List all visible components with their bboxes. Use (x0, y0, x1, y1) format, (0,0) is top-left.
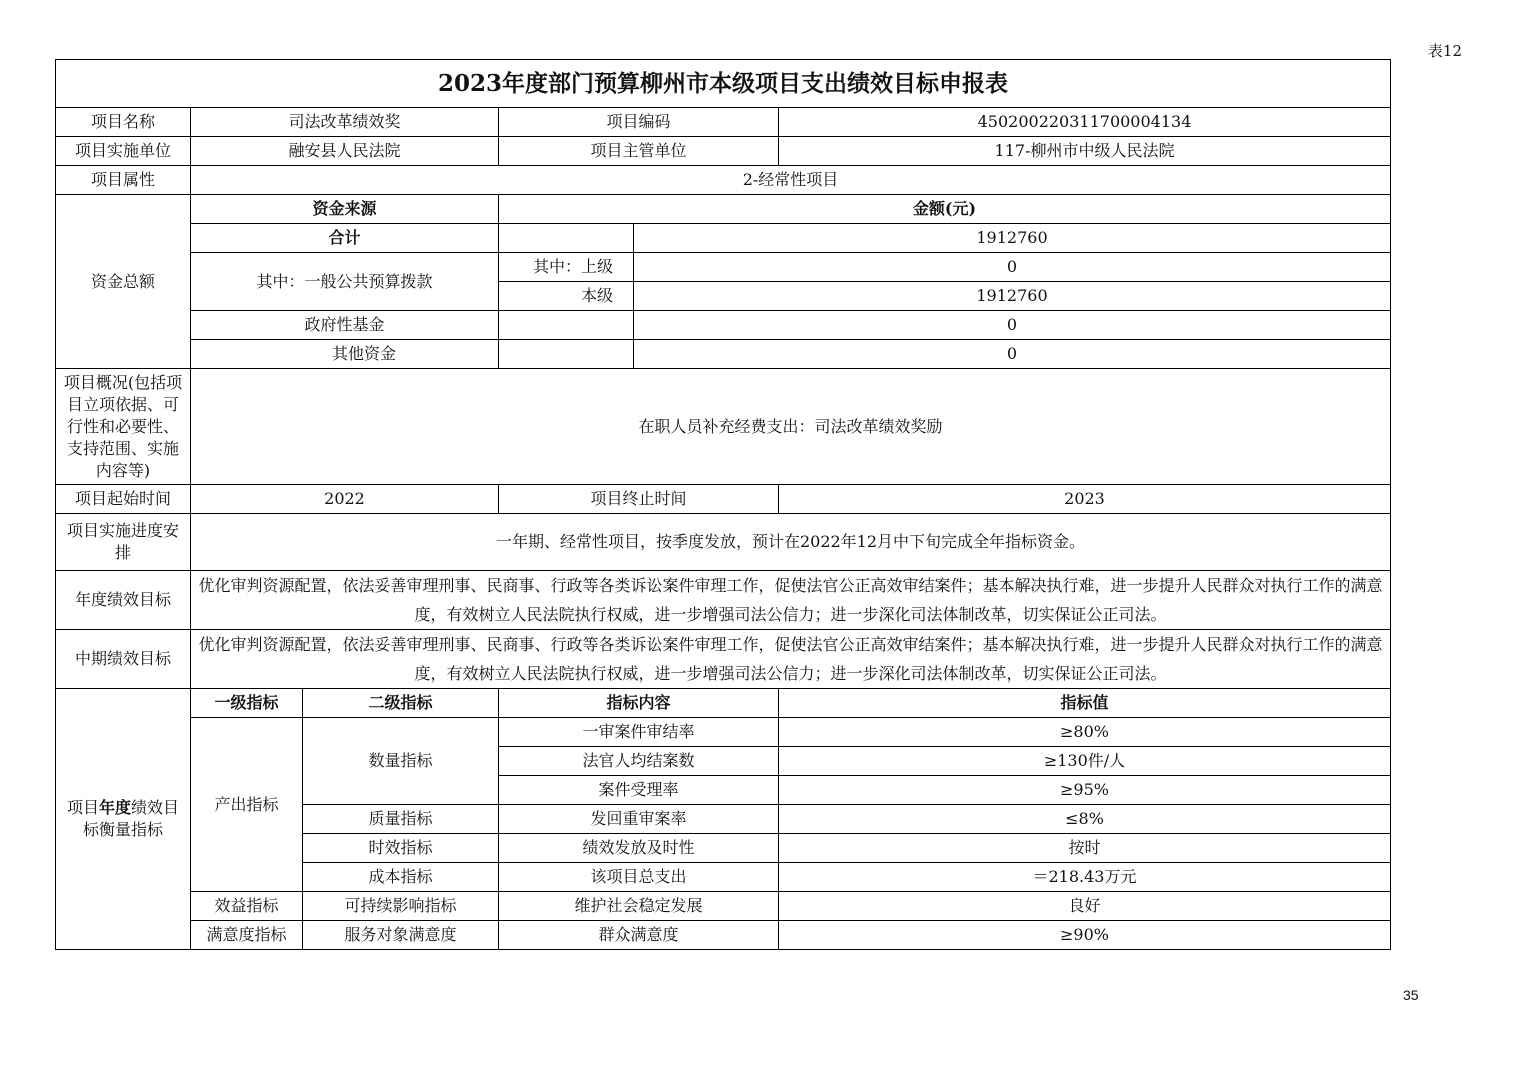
overview-text: 在职人员补充经费支出：司法改革绩效奖励 (191, 369, 1391, 485)
sustain-indicator-label: 可持续影响指标 (303, 892, 499, 921)
indicator-value: 良好 (779, 892, 1391, 921)
indicator-value: ≥130件/人 (779, 747, 1391, 776)
amount-header: 金额(元) (499, 195, 1391, 224)
other-fund-value: 0 (634, 340, 1391, 369)
impl-unit-label: 项目实施单位 (56, 137, 191, 166)
indicator-value: ＝218.43万元 (779, 863, 1391, 892)
start-time-value: 2022 (191, 485, 499, 514)
indicator-value: ≤8% (779, 805, 1391, 834)
upper-label: 其中：上级 (499, 253, 634, 282)
funds-label: 资金总额 (56, 195, 191, 369)
indicators-label-bold: 年度 (98, 798, 131, 817)
form-number-tag: 表12 (1427, 42, 1462, 60)
indicators-label-post: 绩效目标衡量指标 (82, 798, 180, 839)
satisfaction-indicator-label: 满意度指标 (191, 921, 303, 950)
form-title: 2023年度部门预算柳州市本级项目支出绩效目标申报表 (56, 60, 1391, 108)
project-code-label: 项目编码 (499, 108, 779, 137)
indicators-label-pre: 项目 (66, 798, 99, 817)
level2-header: 二级指标 (303, 689, 499, 718)
mgr-unit-label: 项目主管单位 (499, 137, 779, 166)
quantity-indicator-label: 数量指标 (303, 718, 499, 805)
indicator-content: 发回重审案率 (499, 805, 779, 834)
indicator-content: 群众满意度 (499, 921, 779, 950)
local-value: 1912760 (634, 282, 1391, 311)
quality-indicator-label: 质量指标 (303, 805, 499, 834)
indicator-content: 维护社会稳定发展 (499, 892, 779, 921)
schedule-text: 一年期、经常性项目，按季度发放，预计在2022年12月中下旬完成全年指标资金。 (191, 514, 1391, 571)
indicator-value: ≥95% (779, 776, 1391, 805)
gov-fund-label: 政府性基金 (191, 311, 499, 340)
value-header: 指标值 (779, 689, 1391, 718)
end-time-label: 项目终止时间 (499, 485, 779, 514)
mid-goal-text: 优化审判资源配置，依法妥善审理刑事、民商事、行政等各类诉讼案件审理工作，促使法官公正高效审结案件；基本解决执行难，进一步提升人民群众对执行工作的满意度，有效树立人民法院执行权威，进一步增强司法公信力；进一步深化司法体制改革，切实保证公正司法。 (191, 630, 1391, 689)
other-fund-label: 其他资金 (191, 340, 499, 369)
level1-header: 一级指标 (191, 689, 303, 718)
schedule-label: 项目实施进度安排 (56, 514, 191, 571)
total-value: 1912760 (634, 224, 1391, 253)
source-header: 资金来源 (191, 195, 499, 224)
project-code-value: 450200220311700004134 (779, 108, 1391, 137)
start-time-label: 项目起始时间 (56, 485, 191, 514)
project-name-label: 项目名称 (56, 108, 191, 137)
performance-form-table (55, 59, 1391, 950)
content-header: 指标内容 (499, 689, 779, 718)
indicator-content: 一审案件审结率 (499, 718, 779, 747)
indicator-value: 按时 (779, 834, 1391, 863)
gov-fund-empty (499, 311, 634, 340)
service-satisfaction-label: 服务对象满意度 (303, 921, 499, 950)
output-indicator-label: 产出指标 (191, 718, 303, 892)
attr-label: 项目属性 (56, 166, 191, 195)
other-fund-empty (499, 340, 634, 369)
annual-goal-text: 优化审判资源配置，依法妥善审理刑事、民商事、行政等各类诉讼案件审理工作，促使法官公正高效审结案件；基本解决执行难，进一步提升人民群众对执行工作的满意度，有效树立人民法院执行权威，进一步增强司法公信力；进一步深化司法体制改革，切实保证公正司法。 (191, 571, 1391, 630)
annual-goal-label: 年度绩效目标 (56, 571, 191, 630)
timeliness-indicator-label: 时效指标 (303, 834, 499, 863)
gov-fund-value: 0 (634, 311, 1391, 340)
mgr-unit-value: 117-柳州市中级人民法院 (779, 137, 1391, 166)
general-budget-label: 其中：一般公共预算拨款 (191, 253, 499, 311)
total-label: 合计 (191, 224, 499, 253)
attr-value: 2-经常性项目 (191, 166, 1391, 195)
impl-unit-value: 融安县人民法院 (191, 137, 499, 166)
indicators-label (56, 689, 191, 950)
indicator-content: 法官人均结案数 (499, 747, 779, 776)
indicator-content: 案件受理率 (499, 776, 779, 805)
indicator-value: ≥90% (779, 921, 1391, 950)
upper-value: 0 (634, 253, 1391, 282)
total-empty (499, 224, 634, 253)
end-time-value: 2023 (779, 485, 1391, 514)
page-number: 35 (1403, 987, 1419, 1003)
overview-label: 项目概况(包括项目立项依据、可行性和必要性、支持范围、实施内容等) (56, 369, 191, 485)
cost-indicator-label: 成本指标 (303, 863, 499, 892)
indicator-value: ≥80% (779, 718, 1391, 747)
project-name-value: 司法改革绩效奖 (191, 108, 499, 137)
benefit-indicator-label: 效益指标 (191, 892, 303, 921)
local-label: 本级 (499, 282, 634, 311)
mid-goal-label: 中期绩效目标 (56, 630, 191, 689)
indicator-content: 该项目总支出 (499, 863, 779, 892)
indicator-content: 绩效发放及时性 (499, 834, 779, 863)
